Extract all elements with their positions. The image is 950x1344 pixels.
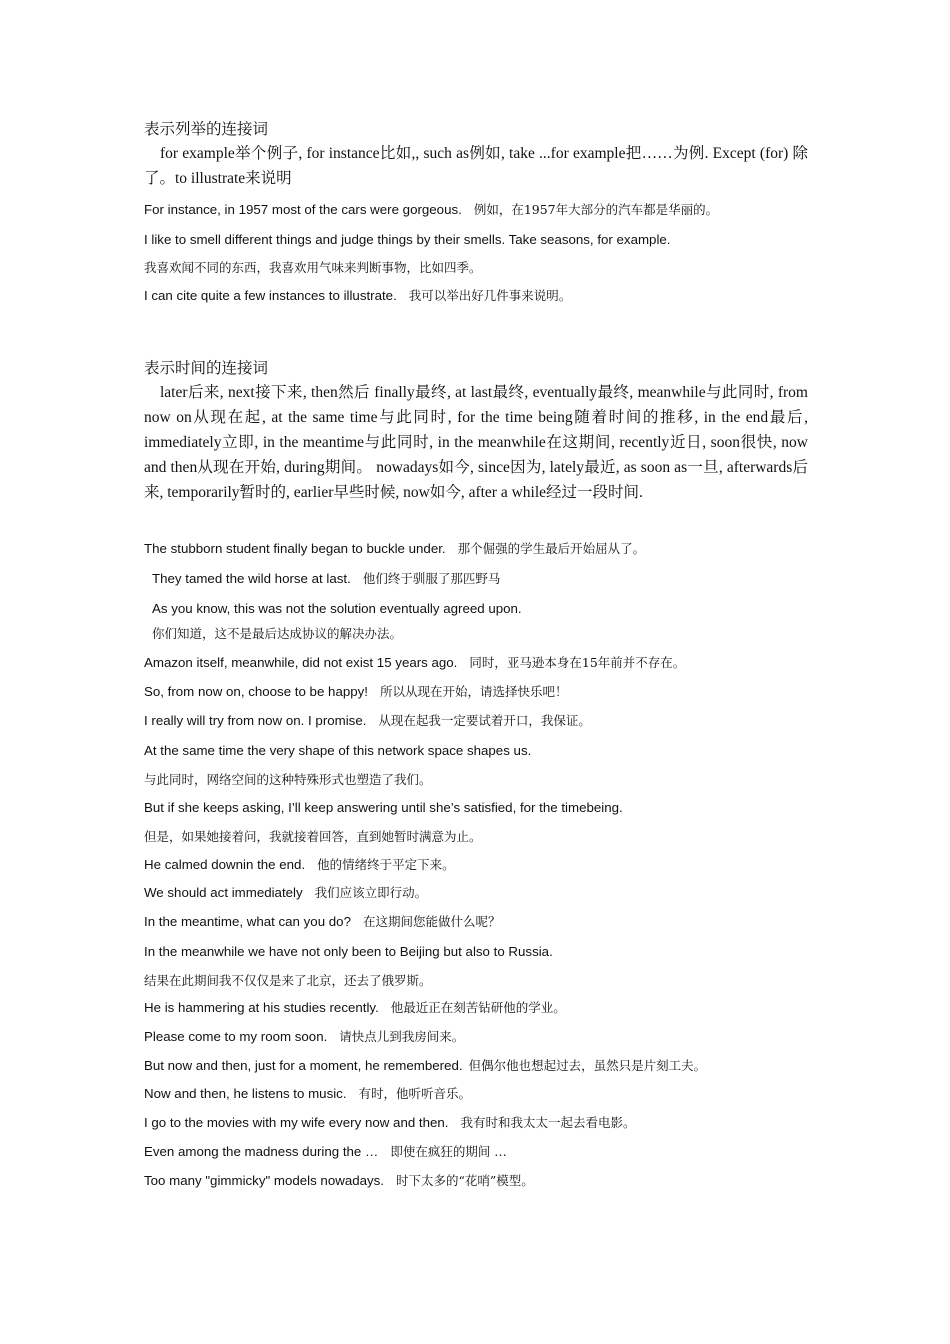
- example-english: But now and then, just for a moment, he remembered.: [144, 1058, 463, 1073]
- example-line: [144, 1172, 534, 1190]
- example-english: But if she keeps asking, I’ll keep answering until she’s satisfied, for the timebeing.: [144, 800, 623, 815]
- example-chinese: 我们应该立即行动。: [314, 885, 428, 900]
- example-chinese: 他的情绪终于平定下来。: [317, 857, 455, 872]
- example-english: We should act immediately: [144, 885, 303, 900]
- example-chinese: 请快点儿到我房间来。: [339, 1029, 465, 1044]
- example-line: [152, 570, 500, 588]
- example-chinese: 有时，他听听音乐。: [358, 1086, 472, 1101]
- example-chinese: 我喜欢闻不同的东西，我喜欢用气味来判断事物，比如四季。: [144, 260, 482, 275]
- example-line: [144, 1085, 471, 1103]
- example-line: [144, 1114, 636, 1132]
- example-chinese: 我有时和我太太一起去看电影。: [460, 1115, 636, 1130]
- example-line: [144, 201, 718, 219]
- example-english: I really will try from now on. I promise.: [144, 713, 367, 728]
- example-chinese: 所以从现在开始，请选择快乐吧！: [379, 684, 568, 699]
- example-english: Please come to my room soon.: [144, 1029, 328, 1044]
- example-english: Amazon itself, meanwhile, did not exist 15 years ago.: [144, 655, 458, 670]
- example-line: [144, 231, 671, 249]
- example-english: I like to smell different things and judge things by their smells. Take seasons, for example.: [144, 232, 671, 247]
- example-english: They tamed the wild horse at last.: [152, 571, 351, 586]
- example-english: I go to the movies with my wife every now and then.: [144, 1115, 449, 1130]
- example-chinese: 即使在疯狂的期间 …: [390, 1144, 507, 1159]
- example-chinese: 同时，亚马逊本身在15年前并不存在。: [469, 655, 686, 670]
- example-english: He calmed downin the end.: [144, 857, 306, 872]
- example-line: [144, 799, 623, 817]
- example-line: [144, 1057, 706, 1075]
- example-line: [144, 683, 568, 701]
- example-line: [144, 287, 571, 305]
- example-line: [152, 600, 522, 618]
- example-line: [144, 884, 427, 902]
- example-line: [144, 943, 553, 961]
- example-chinese: 从现在起我一定要试着开口，我保证。: [378, 713, 591, 728]
- example-chinese: 他最近正在刻苦钻研他的学业。: [390, 1000, 566, 1015]
- example-chinese: 时下太多的“花哨”模型。: [396, 1173, 534, 1188]
- example-line: [144, 742, 531, 760]
- example-chinese: 但偶尔他也想起过去，虽然只是片刻工夫。: [468, 1058, 707, 1073]
- example-chinese: 但是，如果她接着问，我就接着回答，直到她暂时满意为止。: [144, 829, 482, 844]
- section-title-enumeration: 表示列举的连接词: [144, 120, 269, 138]
- enumeration-word-list: for example举个例子, for instance比如,, such as例如, take ...for example把……为例. Except (for) 除了。to illustrate来说明: [144, 145, 808, 187]
- example-line: [144, 999, 566, 1017]
- example-chinese: 我可以举出好几件事来说明。: [408, 288, 572, 303]
- example-line: [144, 856, 455, 874]
- example-chinese: 与此同时，网络空间的这种特殊形式也塑造了我们。: [144, 772, 432, 787]
- example-english: Now and then, he listens to music.: [144, 1086, 347, 1101]
- example-chinese: 你们知道，这不是最后达成协议的解决办法。: [152, 626, 403, 641]
- example-english: In the meantime, what can you do?: [144, 914, 351, 929]
- example-line: [144, 712, 591, 730]
- example-line: [144, 1143, 507, 1161]
- example-line: [144, 1028, 464, 1046]
- example-line: [144, 654, 685, 672]
- example-chinese: 在这期间您能做什么呢？: [362, 914, 501, 929]
- example-english: He is hammering at his studies recently.: [144, 1000, 379, 1015]
- example-english: For instance, in 1957 most of the cars were gorgeous.: [144, 202, 462, 217]
- example-english: In the meanwhile we have not only been to Beijing but also to Russia.: [144, 944, 553, 959]
- section-title-time: 表示时间的连接词: [144, 359, 269, 377]
- example-english: At the same time the very shape of this network space shapes us.: [144, 743, 532, 758]
- example-english: The stubborn student finally began to buckle under.: [144, 541, 446, 556]
- example-english: Even among the madness during the …: [144, 1144, 379, 1159]
- example-line: [144, 913, 500, 931]
- time-word-list: later后来, next接下来, then然后 finally最终, at last最终, eventually最终, meanwhile与此同时, from now on从现在起, at the same time与此同时, for the time being随着时间的推移, in the end最后, immediately立即, in the meantime与此同时, in the meanwhile在这期间, recently近日, soon很快, now and then从现在开始, during期间。 nowadays如今, since因为, lately最近, as soon as一旦, afterwards后来, temporarily暂时的, earlier早些时候, now如今, after a while经过一段时间.: [144, 384, 808, 501]
- example-chinese: 例如，在1957年大部分的汽车都是华丽的。: [473, 202, 719, 217]
- example-chinese: 他们终于驯服了那匹野马: [362, 571, 501, 586]
- example-english: So, from now on, choose to be happy!: [144, 684, 368, 699]
- example-line: [144, 540, 645, 558]
- example-chinese: 结果在此期间我不仅仅是来了北京，还去了俄罗斯。: [144, 973, 432, 988]
- example-english: Too many "gimmicky" models nowadays.: [144, 1173, 385, 1188]
- example-chinese: 那个倔强的学生最后开始屈从了。: [457, 541, 646, 556]
- example-english: I can cite quite a few instances to illustrate.: [144, 288, 397, 303]
- example-english: As you know, this was not the solution eventually agreed upon.: [152, 601, 522, 616]
